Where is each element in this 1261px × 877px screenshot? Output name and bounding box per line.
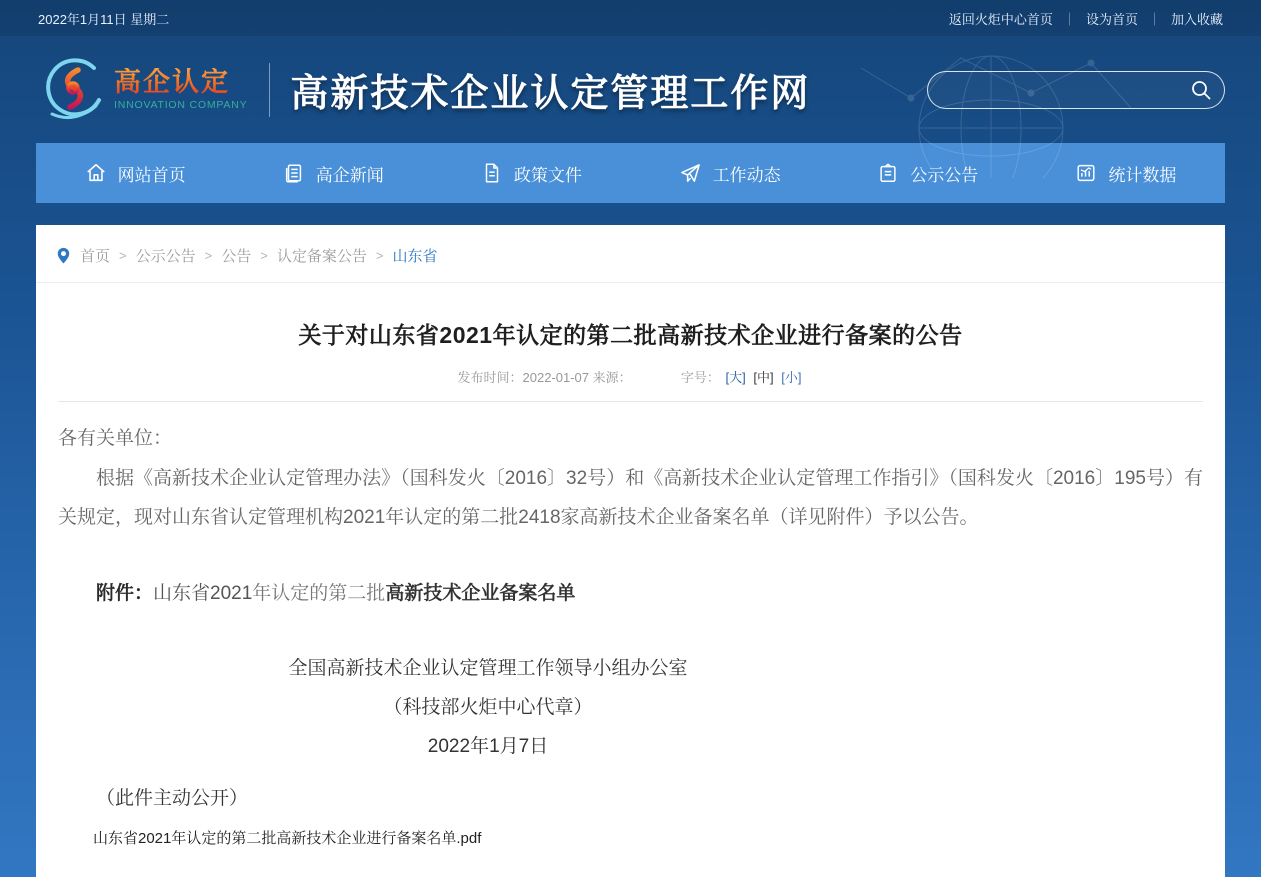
- set-homepage-link[interactable]: 设为首页: [1085, 11, 1138, 27]
- attachment-text-2: 年认定的第二批: [252, 583, 386, 604]
- nav-item-worknews[interactable]: [631, 143, 829, 203]
- search-box: [927, 71, 1225, 109]
- breadcrumb-separator: >: [204, 248, 213, 263]
- nav-item-label: 高企新闻: [315, 165, 384, 185]
- signature-block: [58, 649, 918, 766]
- attachment-text-1: 山东省2021: [153, 583, 253, 604]
- torch-center-home-link[interactable]: 返回火炬中心首页: [948, 11, 1053, 27]
- attachment-pdf-link[interactable]: 山东省2021年认定的第二批高新技术企业进行备案名单.pdf: [93, 830, 482, 847]
- main-nav: [36, 143, 1225, 203]
- paper-plane-icon: [679, 162, 702, 185]
- logo-title: 高企认定: [114, 68, 247, 96]
- search-button[interactable]: [1186, 79, 1224, 101]
- nav-item-label: 工作动态: [712, 165, 781, 185]
- breadcrumb-item-announcements[interactable]: 公示公告: [135, 248, 196, 265]
- signature-date: 2022年1月7日: [427, 736, 549, 757]
- signature-seal: （科技部火炬中心代章）: [383, 697, 593, 718]
- nav-item-label: 政策文件: [513, 165, 582, 185]
- header-divider: [269, 63, 270, 117]
- breadcrumb-item-notice[interactable]: 公告: [221, 248, 252, 265]
- nav-item-news[interactable]: [234, 143, 432, 203]
- nav-item-home[interactable]: [36, 143, 234, 203]
- announcement-clipboard-icon: [877, 162, 899, 184]
- attachment-text-3: 高新技术企业备案名单: [385, 583, 576, 604]
- breadcrumb-item-filing-notice[interactable]: 认定备案公告: [276, 248, 367, 265]
- nav-item-announcements[interactable]: [829, 143, 1027, 203]
- publish-time: 发布时间：2022-01-07: [457, 370, 589, 385]
- nav-item-policy[interactable]: [432, 143, 630, 203]
- nav-item-label: 公示公告: [910, 165, 979, 185]
- search-icon: [1190, 79, 1212, 101]
- site-logo[interactable]: [36, 58, 247, 122]
- article: [36, 317, 1225, 848]
- site-header: [0, 36, 1261, 143]
- home-icon: [85, 162, 107, 184]
- location-pin-icon: [56, 247, 71, 265]
- article-meta: [58, 367, 1203, 386]
- breadcrumb-item-shandong[interactable]: 山东省: [392, 248, 438, 265]
- nav-item-label: 统计数据: [1108, 165, 1177, 185]
- logo-subtitle: INNOVATION COMPANY: [114, 98, 248, 111]
- attachment-label: 附件：: [96, 583, 154, 604]
- breadcrumb-separator: >: [375, 248, 384, 263]
- fontsize-label: 字号：: [680, 370, 720, 385]
- breadcrumb-item-home[interactable]: 首页: [80, 248, 111, 265]
- attachment-line: [58, 578, 1203, 605]
- disclosure-note: （此件主动公开）: [96, 788, 249, 809]
- site-title: 高新技术企业认定管理工作网: [290, 73, 811, 115]
- statistics-chart-icon: [1075, 162, 1097, 184]
- announcement-body: 根据《高新技术企业认定管理办法》（国科发火〔2016〕32号）和《高新技术企业认定管理工作指引》（国科发火〔2016〕195号）有关规定，现对山东省认定管理机构2021年认定的第二批2418家高新技术企业备案名单（详见附件）予以公告。: [58, 468, 1203, 528]
- news-icon: [283, 162, 305, 184]
- logo-text: [114, 68, 247, 110]
- fontsize-medium-button[interactable]: [中]: [753, 370, 774, 385]
- salutation: 各有关单位：: [58, 428, 173, 449]
- meta-divider: [58, 401, 1203, 402]
- fontsize-large-button[interactable]: [大]: [725, 370, 746, 385]
- logo-swoosh-icon: [36, 58, 108, 122]
- topbar: [0, 0, 1261, 36]
- add-favorite-link[interactable]: 加入收藏: [1170, 11, 1223, 27]
- content-panel: [36, 225, 1225, 877]
- article-title: 关于对山东省2021年认定的第二批高新技术企业进行备案的公告: [298, 322, 963, 348]
- topbar-links: [949, 9, 1223, 28]
- policy-document-icon: [481, 162, 503, 184]
- breadcrumb: [36, 225, 1225, 283]
- topbar-separator: ｜: [1062, 11, 1076, 27]
- fontsize-small-button[interactable]: [小]: [781, 370, 802, 385]
- topbar-separator: ｜: [1147, 11, 1161, 27]
- nav-item-statistics[interactable]: [1027, 143, 1225, 203]
- signature-org: 全国高新技术企业认定管理工作领导小组办公室: [288, 658, 688, 679]
- search-input[interactable]: [928, 72, 1186, 108]
- topbar-date: 2022年1月11日 星期二: [38, 11, 170, 27]
- source-label: 来源：: [592, 370, 632, 385]
- breadcrumb-separator: >: [260, 248, 268, 263]
- breadcrumb-separator: >: [119, 248, 127, 263]
- nav-item-label: 网站首页: [117, 165, 186, 185]
